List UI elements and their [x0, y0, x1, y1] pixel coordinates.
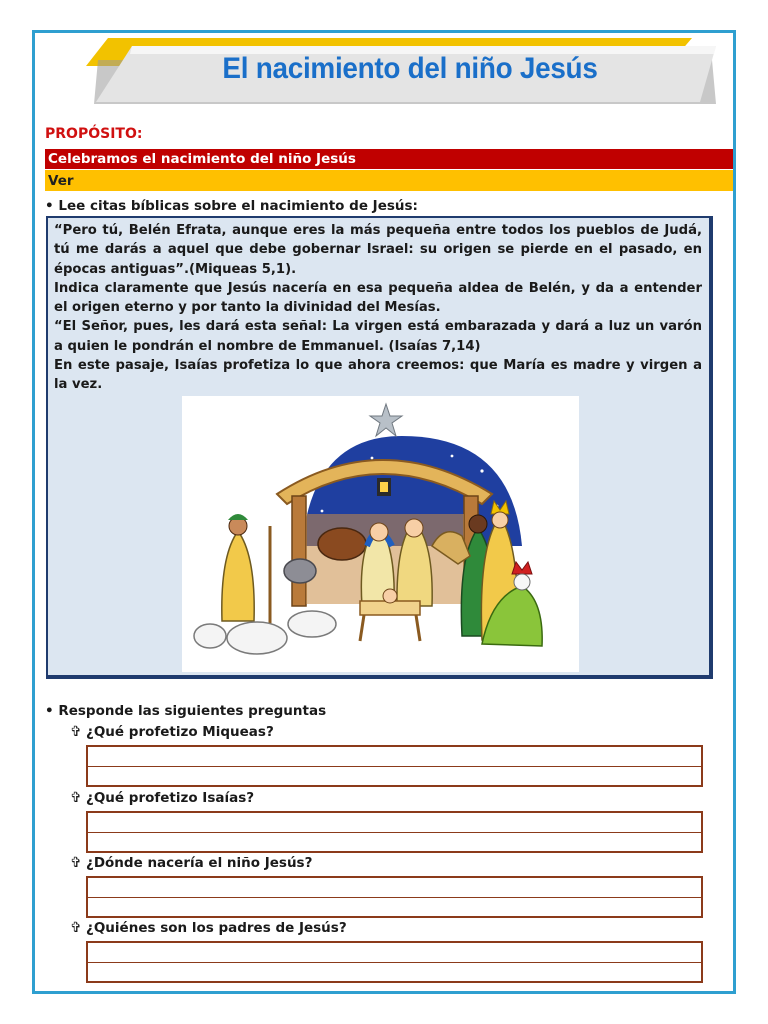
- citas-text: [54, 221, 702, 395]
- instruction-preguntas: [45, 703, 326, 719]
- question-3: [70, 855, 312, 871]
- cita-isaias: “El Señor, pues, les dará esta señal: La virgen está embarazada y dará a luz un varón a quien le pondrán el nombre de Emmanuel. (Isaías 7,14): [54, 319, 702, 354]
- answer-box-4[interactable]: [86, 941, 703, 983]
- question-4-text: ¿Quiénes son los padres de Jesús?: [86, 920, 347, 936]
- nativity-illustration: [182, 396, 579, 672]
- bullet-dot-icon: •: [45, 703, 59, 719]
- answer-box-3[interactable]: [86, 876, 703, 918]
- cross-icon: ✞: [70, 790, 82, 806]
- question-1: [70, 724, 274, 740]
- question-2: [70, 790, 254, 806]
- question-3-text: ¿Dónde nacería el niño Jesús?: [86, 855, 313, 871]
- answer-box-2[interactable]: [86, 811, 703, 853]
- section-ver-bar: Ver: [45, 170, 733, 191]
- cita-miqueas: “Pero tú, Belén Efrata, aunque eres la más pequeña entre todos los pueblos de Judá, tú me darás a aquel que debe gobernar Israel: su origen se pierde en el pasado, en épocas antiguas”.(Miqueas 5,1).: [54, 223, 702, 277]
- cross-icon: ✞: [70, 724, 82, 740]
- cross-icon: ✞: [70, 855, 82, 871]
- question-4: [70, 920, 347, 936]
- proposito-label: PROPÓSITO:: [45, 126, 143, 142]
- cross-icon: ✞: [70, 920, 82, 936]
- citas-box: [46, 216, 713, 679]
- answer-box-1[interactable]: [86, 745, 703, 787]
- comment-miqueas: Indica claramente que Jesús nacería en esa pequeña aldea de Belén, y da a entender el origen eterno y por tanto la divinidad del Mesías.: [54, 280, 702, 316]
- bullet-dot-icon: •: [45, 198, 59, 214]
- comment-isaias: En este pasaje, Isaías profetiza lo que ahora creemos: que María es madre y virgen a la vez.: [54, 358, 702, 393]
- proposito-bar: Celebramos el nacimiento del niño Jesús: [45, 149, 733, 169]
- question-2-text: ¿Qué profetizo Isaías?: [86, 790, 255, 806]
- instruction-preguntas-text: Responde las siguientes preguntas: [58, 703, 327, 719]
- question-1-text: ¿Qué profetizo Miqueas?: [86, 724, 274, 740]
- instruction-citas: [45, 198, 418, 214]
- instruction-citas-text: Lee citas bíblicas sobre el nacimiento de Jesús:: [58, 198, 418, 214]
- page-title: El nacimiento del niño Jesús: [222, 52, 598, 85]
